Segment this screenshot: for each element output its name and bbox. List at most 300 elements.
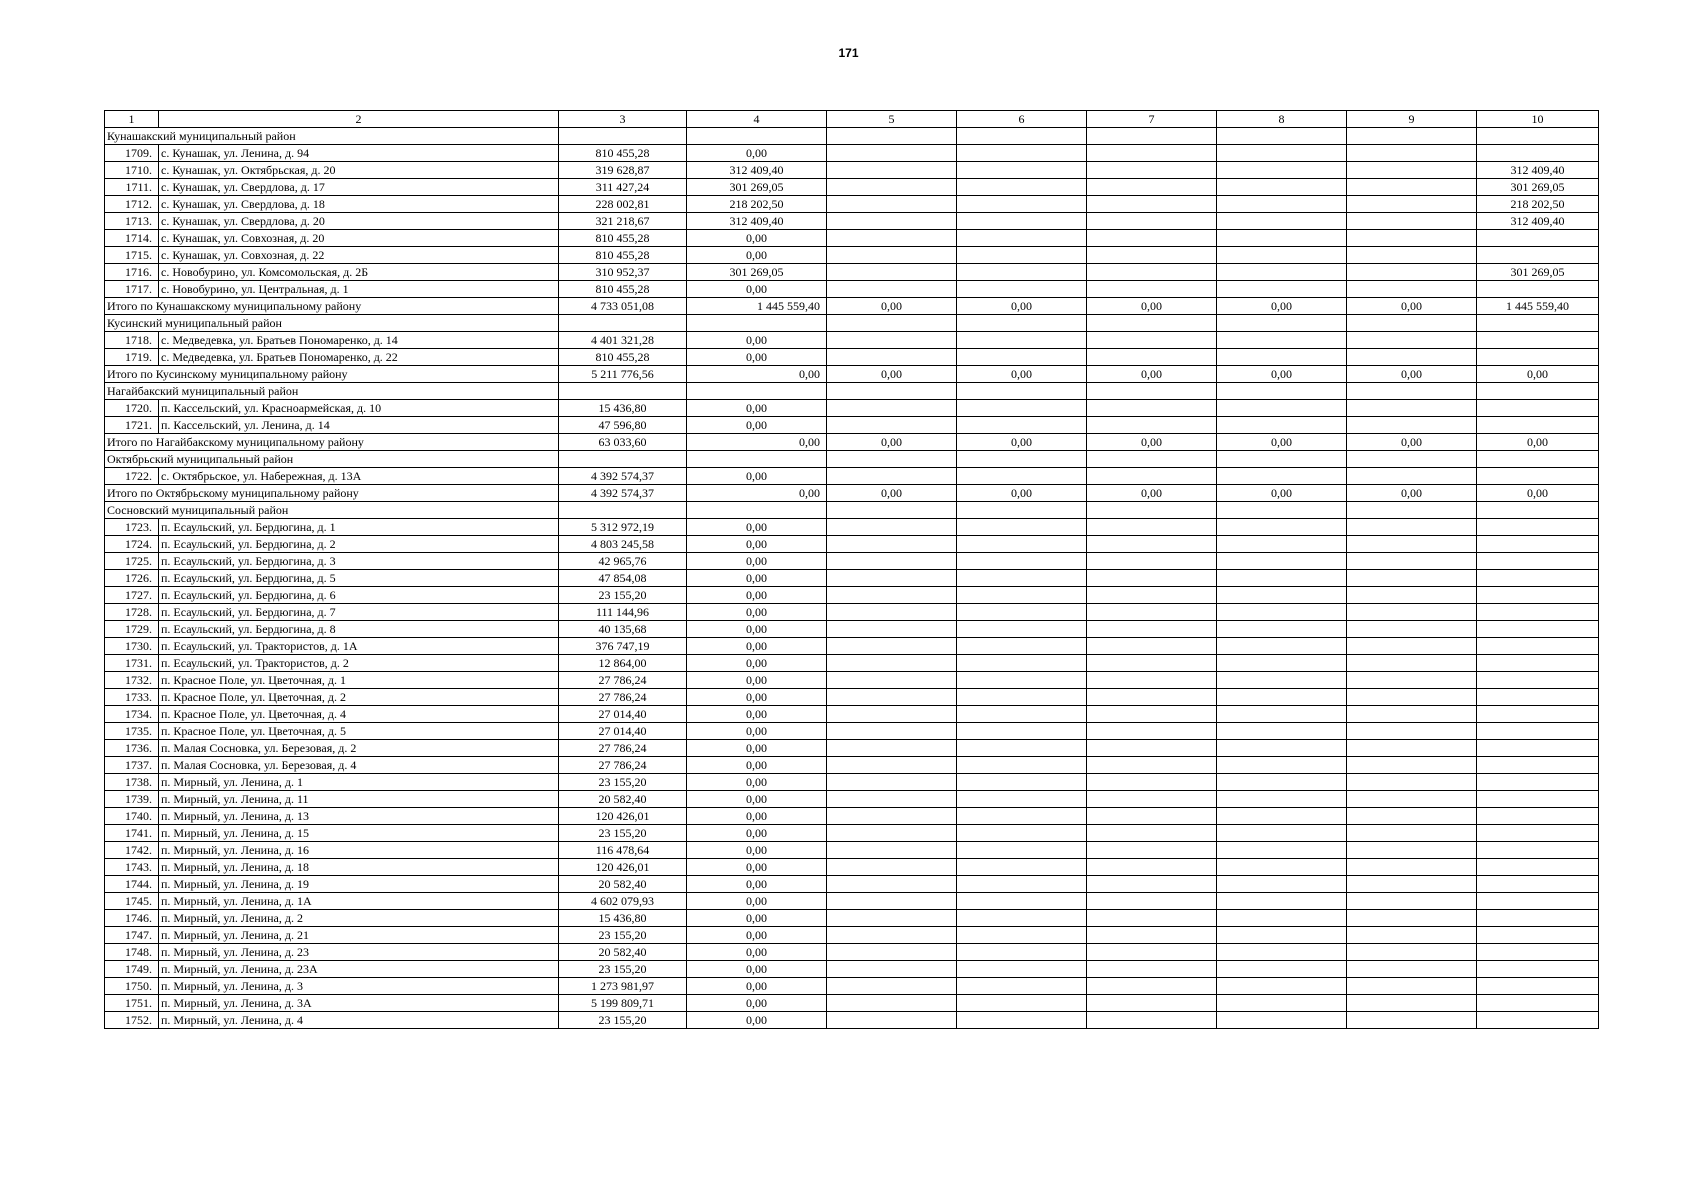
table-cell — [1217, 230, 1347, 247]
table-cell — [1217, 128, 1347, 145]
table-cell: 0,00 — [687, 621, 827, 638]
table-cell: 0,00 — [1347, 485, 1477, 502]
table-cell — [1217, 825, 1347, 842]
table-cell — [1087, 145, 1217, 162]
table-cell: п. Мирный, ул. Ленина, д. 3А — [159, 995, 559, 1012]
table-cell — [1217, 179, 1347, 196]
section-row — [105, 315, 1599, 332]
table-cell — [957, 230, 1087, 247]
table-cell — [1347, 740, 1477, 757]
table-cell: 0,00 — [687, 672, 827, 689]
table-cell — [1347, 621, 1477, 638]
table-cell — [957, 247, 1087, 264]
column-header: 1 — [105, 111, 159, 128]
table-cell — [687, 451, 827, 468]
table-cell: 116 478,64 — [559, 842, 687, 859]
table-cell — [1087, 179, 1217, 196]
table-cell — [1347, 145, 1477, 162]
table-cell — [1087, 961, 1217, 978]
table-cell: 319 628,87 — [559, 162, 687, 179]
table-cell — [1347, 162, 1477, 179]
table-row — [105, 604, 1599, 621]
table-cell: 15 436,80 — [559, 400, 687, 417]
table-cell — [827, 655, 957, 672]
table-cell — [1477, 978, 1599, 995]
table-cell: 301 269,05 — [687, 264, 827, 281]
table-cell — [827, 383, 957, 400]
table-cell: п. Мирный, ул. Ленина, д. 18 — [159, 859, 559, 876]
table-cell: 1726. — [105, 570, 159, 587]
table-cell — [1217, 264, 1347, 281]
table-cell — [827, 859, 957, 876]
table-cell: 1720. — [105, 400, 159, 417]
table-cell — [1087, 638, 1217, 655]
table-cell — [1087, 349, 1217, 366]
table-cell — [1347, 604, 1477, 621]
table-cell — [1347, 587, 1477, 604]
table-cell — [827, 910, 957, 927]
table-cell: 120 426,01 — [559, 859, 687, 876]
table-cell — [957, 519, 1087, 536]
table-cell — [827, 825, 957, 842]
table-cell — [1347, 876, 1477, 893]
table-cell — [1347, 774, 1477, 791]
table-cell: 0,00 — [1087, 298, 1217, 315]
table-cell — [1217, 570, 1347, 587]
table-cell: 1744. — [105, 876, 159, 893]
table-cell: 0,00 — [1217, 366, 1347, 383]
table-cell: 0,00 — [687, 808, 827, 825]
table-cell: с. Кунашак, ул. Ленина, д. 94 — [159, 145, 559, 162]
table-cell — [1217, 995, 1347, 1012]
table-cell — [827, 417, 957, 434]
table-cell — [827, 638, 957, 655]
table-cell: 0,00 — [827, 485, 957, 502]
table-cell: п. Мирный, ул. Ленина, д. 21 — [159, 927, 559, 944]
table-cell — [1087, 859, 1217, 876]
table-cell: 1718. — [105, 332, 159, 349]
table-cell — [957, 723, 1087, 740]
table-row — [105, 638, 1599, 655]
table-cell — [827, 536, 957, 553]
table-cell — [1087, 162, 1217, 179]
table-cell: 810 455,28 — [559, 145, 687, 162]
table-cell — [1347, 791, 1477, 808]
table-cell — [957, 978, 1087, 995]
table-cell — [1347, 213, 1477, 230]
table-cell — [1087, 825, 1217, 842]
table-row — [105, 740, 1599, 757]
table-cell — [957, 638, 1087, 655]
table-cell: Итого по Кунашакскому муниципальному району — [105, 298, 559, 315]
table-cell — [1087, 944, 1217, 961]
table-row — [105, 264, 1599, 281]
page-number: 171 — [838, 46, 859, 60]
table-cell: п. Есаульский, ул. Трактористов, д. 2 — [159, 655, 559, 672]
table-cell: п. Есаульский, ул. Бердюгина, д. 6 — [159, 587, 559, 604]
table-cell — [1347, 553, 1477, 570]
table-cell — [827, 247, 957, 264]
table-cell — [1087, 281, 1217, 298]
table-cell — [1347, 842, 1477, 859]
table-cell: 111 144,96 — [559, 604, 687, 621]
table-cell — [957, 808, 1087, 825]
table-cell: 0,00 — [957, 366, 1087, 383]
table-cell: п. Мирный, ул. Ленина, д. 2 — [159, 910, 559, 927]
table-cell — [1217, 536, 1347, 553]
table-cell — [1087, 927, 1217, 944]
table-cell: 1712. — [105, 196, 159, 213]
table-cell: Итого по Кусинскому муниципальному району — [105, 366, 559, 383]
table-cell — [1217, 706, 1347, 723]
table-cell — [957, 791, 1087, 808]
table-cell: 20 582,40 — [559, 944, 687, 961]
section-row — [105, 128, 1599, 145]
table-cell — [1477, 621, 1599, 638]
table-cell — [1087, 910, 1217, 927]
table-cell: 321 218,67 — [559, 213, 687, 230]
table-row — [105, 230, 1599, 247]
table-cell: 218 202,50 — [687, 196, 827, 213]
table-cell: 0,00 — [1477, 485, 1599, 502]
table-cell: 0,00 — [687, 961, 827, 978]
table-cell — [1347, 417, 1477, 434]
table-cell: 1728. — [105, 604, 159, 621]
table-cell: 1724. — [105, 536, 159, 553]
table-cell — [1217, 553, 1347, 570]
table-cell: 0,00 — [1087, 434, 1217, 451]
table-cell — [827, 774, 957, 791]
table-cell — [957, 264, 1087, 281]
table-cell — [1217, 519, 1347, 536]
table-cell: 1747. — [105, 927, 159, 944]
table-cell: 0,00 — [687, 842, 827, 859]
table-cell — [827, 196, 957, 213]
table-cell — [1477, 672, 1599, 689]
table-cell — [1087, 672, 1217, 689]
table-cell — [827, 808, 957, 825]
table-cell — [827, 145, 957, 162]
table-cell: Кусинский муниципальный район — [105, 315, 559, 332]
table-cell — [957, 604, 1087, 621]
table-cell — [1087, 740, 1217, 757]
column-header: 7 — [1087, 111, 1217, 128]
table-cell: Нагайбакский муниципальный район — [105, 383, 559, 400]
table-cell — [957, 553, 1087, 570]
table-cell: п. Есаульский, ул. Бердюгина, д. 1 — [159, 519, 559, 536]
table-cell — [957, 859, 1087, 876]
table-cell — [1217, 383, 1347, 400]
table-cell: 0,00 — [1477, 366, 1599, 383]
table-cell: 0,00 — [1087, 485, 1217, 502]
table-cell — [957, 706, 1087, 723]
table-cell: 0,00 — [827, 366, 957, 383]
table-cell — [1217, 655, 1347, 672]
table-cell — [827, 570, 957, 587]
table-cell — [957, 587, 1087, 604]
table-cell: 810 455,28 — [559, 349, 687, 366]
table-cell — [1347, 264, 1477, 281]
table-cell: 1722. — [105, 468, 159, 485]
table-cell: 1717. — [105, 281, 159, 298]
table-cell — [827, 944, 957, 961]
table-cell: 810 455,28 — [559, 230, 687, 247]
table-cell: п. Мирный, ул. Ленина, д. 3 — [159, 978, 559, 995]
table-cell — [1217, 162, 1347, 179]
table-cell — [1087, 978, 1217, 995]
table-cell: Итого по Октябрьскому муниципальному району — [105, 485, 559, 502]
table-cell — [1087, 332, 1217, 349]
table-cell — [1217, 723, 1347, 740]
table-cell: 27 786,24 — [559, 757, 687, 774]
table-cell: п. Красное Поле, ул. Цветочная, д. 4 — [159, 706, 559, 723]
table-row — [105, 349, 1599, 366]
table-cell — [957, 213, 1087, 230]
table-cell — [1217, 961, 1347, 978]
table-cell: 0,00 — [1217, 298, 1347, 315]
table-cell — [957, 162, 1087, 179]
table-row — [105, 893, 1599, 910]
table-body — [105, 111, 1599, 1029]
table-cell: 0,00 — [687, 604, 827, 621]
table-cell — [1087, 604, 1217, 621]
table-cell: 0,00 — [1087, 366, 1217, 383]
table-cell: с. Октябрьское, ул. Набережная, д. 13А — [159, 468, 559, 485]
table-row — [105, 145, 1599, 162]
table-cell: 0,00 — [687, 349, 827, 366]
table-cell — [827, 927, 957, 944]
table-cell: 27 786,24 — [559, 740, 687, 757]
table-cell — [1347, 978, 1477, 995]
table-cell — [1217, 213, 1347, 230]
table-cell — [957, 536, 1087, 553]
table-cell: 0,00 — [827, 434, 957, 451]
table-cell: 312 409,40 — [687, 213, 827, 230]
table-cell: 0,00 — [687, 434, 827, 451]
column-header: 5 — [827, 111, 957, 128]
table-cell — [1087, 264, 1217, 281]
table-cell: 1710. — [105, 162, 159, 179]
table-cell — [1217, 621, 1347, 638]
table-cell: 1735. — [105, 723, 159, 740]
table-cell — [957, 910, 1087, 927]
table-cell: 1731. — [105, 655, 159, 672]
table-cell — [1087, 621, 1217, 638]
table-cell — [827, 349, 957, 366]
table-cell: 1750. — [105, 978, 159, 995]
table-cell: 1721. — [105, 417, 159, 434]
table-cell — [1217, 944, 1347, 961]
table-cell — [1477, 230, 1599, 247]
table-cell — [827, 128, 957, 145]
table-cell — [1477, 281, 1599, 298]
table-cell: 15 436,80 — [559, 910, 687, 927]
table-cell: 0,00 — [1217, 485, 1347, 502]
table-cell: 1725. — [105, 553, 159, 570]
table-cell — [1477, 689, 1599, 706]
table-cell: 1732. — [105, 672, 159, 689]
table-cell: п. Мирный, ул. Ленина, д. 1 — [159, 774, 559, 791]
table-cell: 23 155,20 — [559, 825, 687, 842]
table-cell — [1347, 825, 1477, 842]
table-cell — [1477, 910, 1599, 927]
table-cell — [957, 451, 1087, 468]
table-cell: 0,00 — [687, 247, 827, 264]
table-cell: 0,00 — [687, 366, 827, 383]
table-row — [105, 553, 1599, 570]
table-cell — [559, 451, 687, 468]
table-row — [105, 995, 1599, 1012]
table-row — [105, 281, 1599, 298]
table-cell — [1347, 706, 1477, 723]
table-cell — [1087, 536, 1217, 553]
table-cell: 0,00 — [687, 587, 827, 604]
table-cell: 0,00 — [687, 230, 827, 247]
table-cell — [1347, 536, 1477, 553]
column-header: 10 — [1477, 111, 1599, 128]
table-cell — [1347, 655, 1477, 672]
table-cell: Кунашакский муниципальный район — [105, 128, 559, 145]
table-cell — [1087, 706, 1217, 723]
table-cell — [1087, 757, 1217, 774]
table-cell: с. Новобурино, ул. Комсомольская, д. 2Б — [159, 264, 559, 281]
table-cell: 12 864,00 — [559, 655, 687, 672]
table-cell — [1347, 859, 1477, 876]
table-cell — [1347, 383, 1477, 400]
table-cell — [1087, 655, 1217, 672]
table-cell: 0,00 — [687, 927, 827, 944]
table-cell — [1217, 757, 1347, 774]
table-cell: 0,00 — [687, 757, 827, 774]
table-cell — [1217, 927, 1347, 944]
table-cell: 0,00 — [1347, 298, 1477, 315]
table-cell — [1087, 791, 1217, 808]
table-row — [105, 196, 1599, 213]
data-table — [104, 110, 1599, 1029]
table-cell: п. Есаульский, ул. Трактористов, д. 1А — [159, 638, 559, 655]
table-row — [105, 825, 1599, 842]
table-cell: 1715. — [105, 247, 159, 264]
table-cell: Итого по Нагайбакскому муниципальному району — [105, 434, 559, 451]
table-cell — [957, 672, 1087, 689]
table-cell — [1347, 723, 1477, 740]
table-cell — [1477, 604, 1599, 621]
table-row — [105, 723, 1599, 740]
table-cell — [1087, 417, 1217, 434]
column-header: 4 — [687, 111, 827, 128]
table-cell: 301 269,05 — [687, 179, 827, 196]
table-cell — [1217, 604, 1347, 621]
table-row — [105, 842, 1599, 859]
table-row — [105, 1012, 1599, 1029]
table-cell — [1087, 213, 1217, 230]
table-row — [105, 162, 1599, 179]
table-cell: п. Красное Поле, ул. Цветочная, д. 2 — [159, 689, 559, 706]
table-cell: 1752. — [105, 1012, 159, 1029]
table-row — [105, 774, 1599, 791]
table-cell — [1347, 927, 1477, 944]
table-cell: 301 269,05 — [1477, 179, 1599, 196]
table-cell — [957, 349, 1087, 366]
table-cell: п. Мирный, ул. Ленина, д. 4 — [159, 1012, 559, 1029]
table-cell — [1477, 791, 1599, 808]
table-cell — [957, 621, 1087, 638]
table-cell: 27 014,40 — [559, 723, 687, 740]
table-cell: 27 014,40 — [559, 706, 687, 723]
table-cell — [827, 1012, 957, 1029]
table-cell — [1477, 859, 1599, 876]
table-cell: 0,00 — [687, 485, 827, 502]
table-cell: 311 427,24 — [559, 179, 687, 196]
table-cell — [1347, 995, 1477, 1012]
table-cell: 1740. — [105, 808, 159, 825]
table-cell — [1477, 400, 1599, 417]
table-cell: 0,00 — [687, 400, 827, 417]
table-row — [105, 927, 1599, 944]
table-cell — [827, 519, 957, 536]
table-cell — [1477, 927, 1599, 944]
table-cell — [687, 383, 827, 400]
table-cell: 1734. — [105, 706, 159, 723]
table-cell — [957, 502, 1087, 519]
table-cell: 1714. — [105, 230, 159, 247]
table-cell: 1 445 559,40 — [687, 298, 827, 315]
table-cell — [957, 774, 1087, 791]
table-cell: 1743. — [105, 859, 159, 876]
table-cell: 1746. — [105, 910, 159, 927]
table-cell: 20 582,40 — [559, 791, 687, 808]
table-cell — [957, 893, 1087, 910]
table-cell — [1087, 689, 1217, 706]
table-cell — [1477, 842, 1599, 859]
table-cell — [827, 332, 957, 349]
table-cell — [1477, 825, 1599, 842]
table-cell — [1087, 502, 1217, 519]
table-cell — [1477, 961, 1599, 978]
table-cell — [1087, 723, 1217, 740]
table-cell — [1087, 774, 1217, 791]
table-cell — [1217, 859, 1347, 876]
table-cell — [1477, 1012, 1599, 1029]
table-cell: 0,00 — [687, 995, 827, 1012]
table-cell: 0,00 — [687, 638, 827, 655]
table-cell: 1 273 981,97 — [559, 978, 687, 995]
table-cell — [1217, 808, 1347, 825]
table-cell — [1217, 451, 1347, 468]
table-cell — [1347, 944, 1477, 961]
table-cell: 63 033,60 — [559, 434, 687, 451]
table-cell — [1087, 230, 1217, 247]
table-cell: п. Есаульский, ул. Бердюгина, д. 8 — [159, 621, 559, 638]
table-cell: 4 392 574,37 — [559, 485, 687, 502]
table-cell — [1347, 893, 1477, 910]
table-cell: п. Есаульский, ул. Бердюгина, д. 2 — [159, 536, 559, 553]
table-cell: 0,00 — [687, 468, 827, 485]
table-cell — [559, 502, 687, 519]
table-cell — [1477, 808, 1599, 825]
table-cell — [1347, 281, 1477, 298]
table-cell: с. Кунашак, ул. Свердлова, д. 20 — [159, 213, 559, 230]
table-cell — [957, 128, 1087, 145]
table-cell — [559, 315, 687, 332]
column-header: 8 — [1217, 111, 1347, 128]
table-cell — [687, 128, 827, 145]
table-cell — [827, 978, 957, 995]
table-cell — [1347, 910, 1477, 927]
table-cell: 0,00 — [1477, 434, 1599, 451]
table-cell — [1087, 400, 1217, 417]
table-cell — [827, 213, 957, 230]
